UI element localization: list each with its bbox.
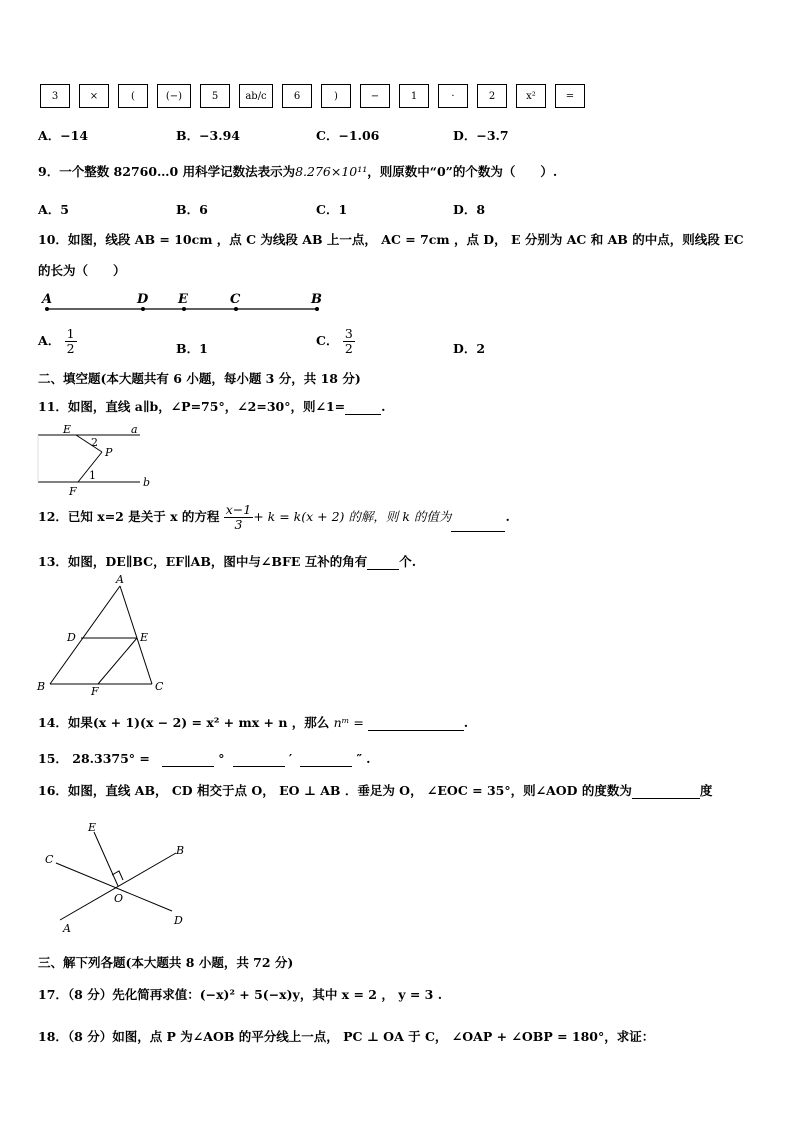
calc-key: ( (118, 84, 148, 108)
q9-formula: 8.276×10¹¹ (295, 164, 368, 179)
label-o: O (114, 892, 124, 905)
label-d: D (174, 914, 183, 927)
label-a: A (42, 292, 53, 307)
calc-key: 3 (40, 84, 70, 108)
question-10-line1: 10．如图，线段 AB = 10cm ，点 C 为线段 AB 上一点， AC = 7cm ，点 D， E 分别为 AC 和 AB 的中点，则线段 EC (38, 232, 744, 247)
calc-key: (−) (157, 84, 191, 108)
ray-oe (94, 832, 118, 886)
side-ab (50, 586, 120, 684)
answer-blank (367, 557, 399, 570)
calc-key: 6 (282, 84, 312, 108)
label-e: E (63, 423, 72, 436)
q9-option-a: A．5 (38, 202, 69, 217)
calculator-key-sequence (40, 84, 594, 108)
label-f: F (91, 685, 99, 698)
label-p: P (105, 446, 113, 459)
seconds-blank (300, 754, 352, 767)
label-d: D (137, 292, 149, 307)
calc-key: 5 (200, 84, 230, 108)
q9-option-c: C．1 (316, 202, 348, 217)
q8-option-b: B．−3.94 (176, 128, 240, 143)
q9-text-end: ，则原数中“0”的个数为（ ）. (367, 164, 558, 179)
label-b: B (176, 844, 185, 857)
calc-key: − (360, 84, 390, 108)
calc-key: 1 (399, 84, 429, 108)
label-c: C (45, 853, 54, 866)
label-f: F (69, 485, 77, 497)
label-e: E (178, 292, 188, 307)
answer-blank (368, 718, 464, 731)
label-a: a (131, 423, 138, 436)
label-c: C (230, 292, 241, 307)
calc-key: 2 (477, 84, 507, 108)
segment-ep (76, 435, 102, 452)
answer-blank (451, 519, 505, 532)
calc-key: = (555, 84, 585, 108)
label-b: B (311, 292, 322, 307)
section-2-heading: 二、填空题(本大题共有 6 小题，每小题 3 分，共 18 分) (38, 371, 361, 386)
answer-blank (345, 402, 381, 415)
q10-segment-diagram (38, 288, 328, 312)
q11-parallel-lines-diagram (36, 421, 156, 497)
segment-ef (98, 638, 137, 684)
angle-1-label: 1 (89, 469, 96, 482)
q8-option-c: C．−1.06 (316, 128, 380, 143)
q9-option-b: B．6 (176, 202, 208, 217)
q9-option-d: D．8 (453, 202, 486, 217)
point-b (315, 307, 319, 311)
label-a: A (116, 573, 124, 586)
label-e: E (140, 631, 149, 644)
q16-intersecting-lines-diagram (38, 818, 198, 936)
answer-blank (632, 786, 700, 799)
label-a: A (63, 922, 71, 935)
question-16: 16．如图，直线 AB， CD 相交于点 O， EO ⊥ AB ．垂足为 O， ∠EOC = 35°，则∠AOD 的度数为 度 (38, 783, 713, 798)
question-10-line2: 的长为（ ） (38, 263, 126, 278)
question-9 (38, 162, 557, 180)
label-e: E (88, 821, 97, 834)
label-c: C (155, 680, 164, 693)
minutes-blank (233, 754, 285, 767)
q10-option-d: D．2 (453, 341, 486, 356)
question-11: 11．如图，直线 a∥b，∠P=75°，∠2=30°，则∠1= . (38, 399, 386, 414)
point-a (45, 307, 49, 311)
calc-key: · (438, 84, 468, 108)
angle-2-label: 2 (91, 436, 98, 449)
question-14: 14．如果(x + 1)(x − 2) = x² + mx + n ，那么 nᵐ = . (38, 715, 469, 730)
q13-triangle-diagram (36, 572, 176, 698)
q10-option-c: C． $\frac{3}{2}$ (316, 326, 353, 356)
point-c (234, 307, 238, 311)
label-b: b (143, 476, 151, 489)
calc-key: ) (321, 84, 351, 108)
calc-key: ab/c (239, 84, 273, 108)
q8-option-a: A．−14 (38, 128, 89, 143)
label-b: B (37, 680, 46, 693)
calc-key: × (79, 84, 109, 108)
section-3-heading: 三、解下列各题(本大题共 8 小题，共 72 分) (38, 955, 294, 970)
calc-key: x² (516, 84, 546, 108)
label-d: D (67, 631, 76, 644)
line-ab (60, 853, 176, 920)
question-12: 12．已知 x=2 是关于 x 的方程 $\frac{x-1}{3}$ + k = k(x + 2) 的解，则 k 的值为 . (38, 502, 510, 532)
point-e (182, 307, 186, 311)
question-15: 15． 28.3375° = ° ′ ″ . (38, 751, 371, 766)
question-17: 17．（8 分）先化简再求值：(−x)² + 5(−x)y，其中 x = 2 ， y = 3 . (38, 987, 443, 1002)
point-d (141, 307, 145, 311)
q10-option-b: B．1 (176, 341, 208, 356)
question-18: 18．（8 分）如图，点 P 为∠AOB 的平分线上一点， PC ⊥ OA 于 C， ∠OAP + ∠OBP = 180°，求证： (38, 1029, 655, 1044)
q9-text: 9．一个整数 82760…0 用科学记数法表示为 (38, 164, 296, 179)
degrees-blank (162, 754, 214, 767)
question-13: 13．如图，DE∥BC，EF∥AB，图中与∠BFE 互补的角有 个. (38, 554, 417, 569)
q8-option-d: D．−3.7 (453, 128, 509, 143)
q10-option-a: A． $\frac{1}{2}$ (38, 326, 75, 356)
